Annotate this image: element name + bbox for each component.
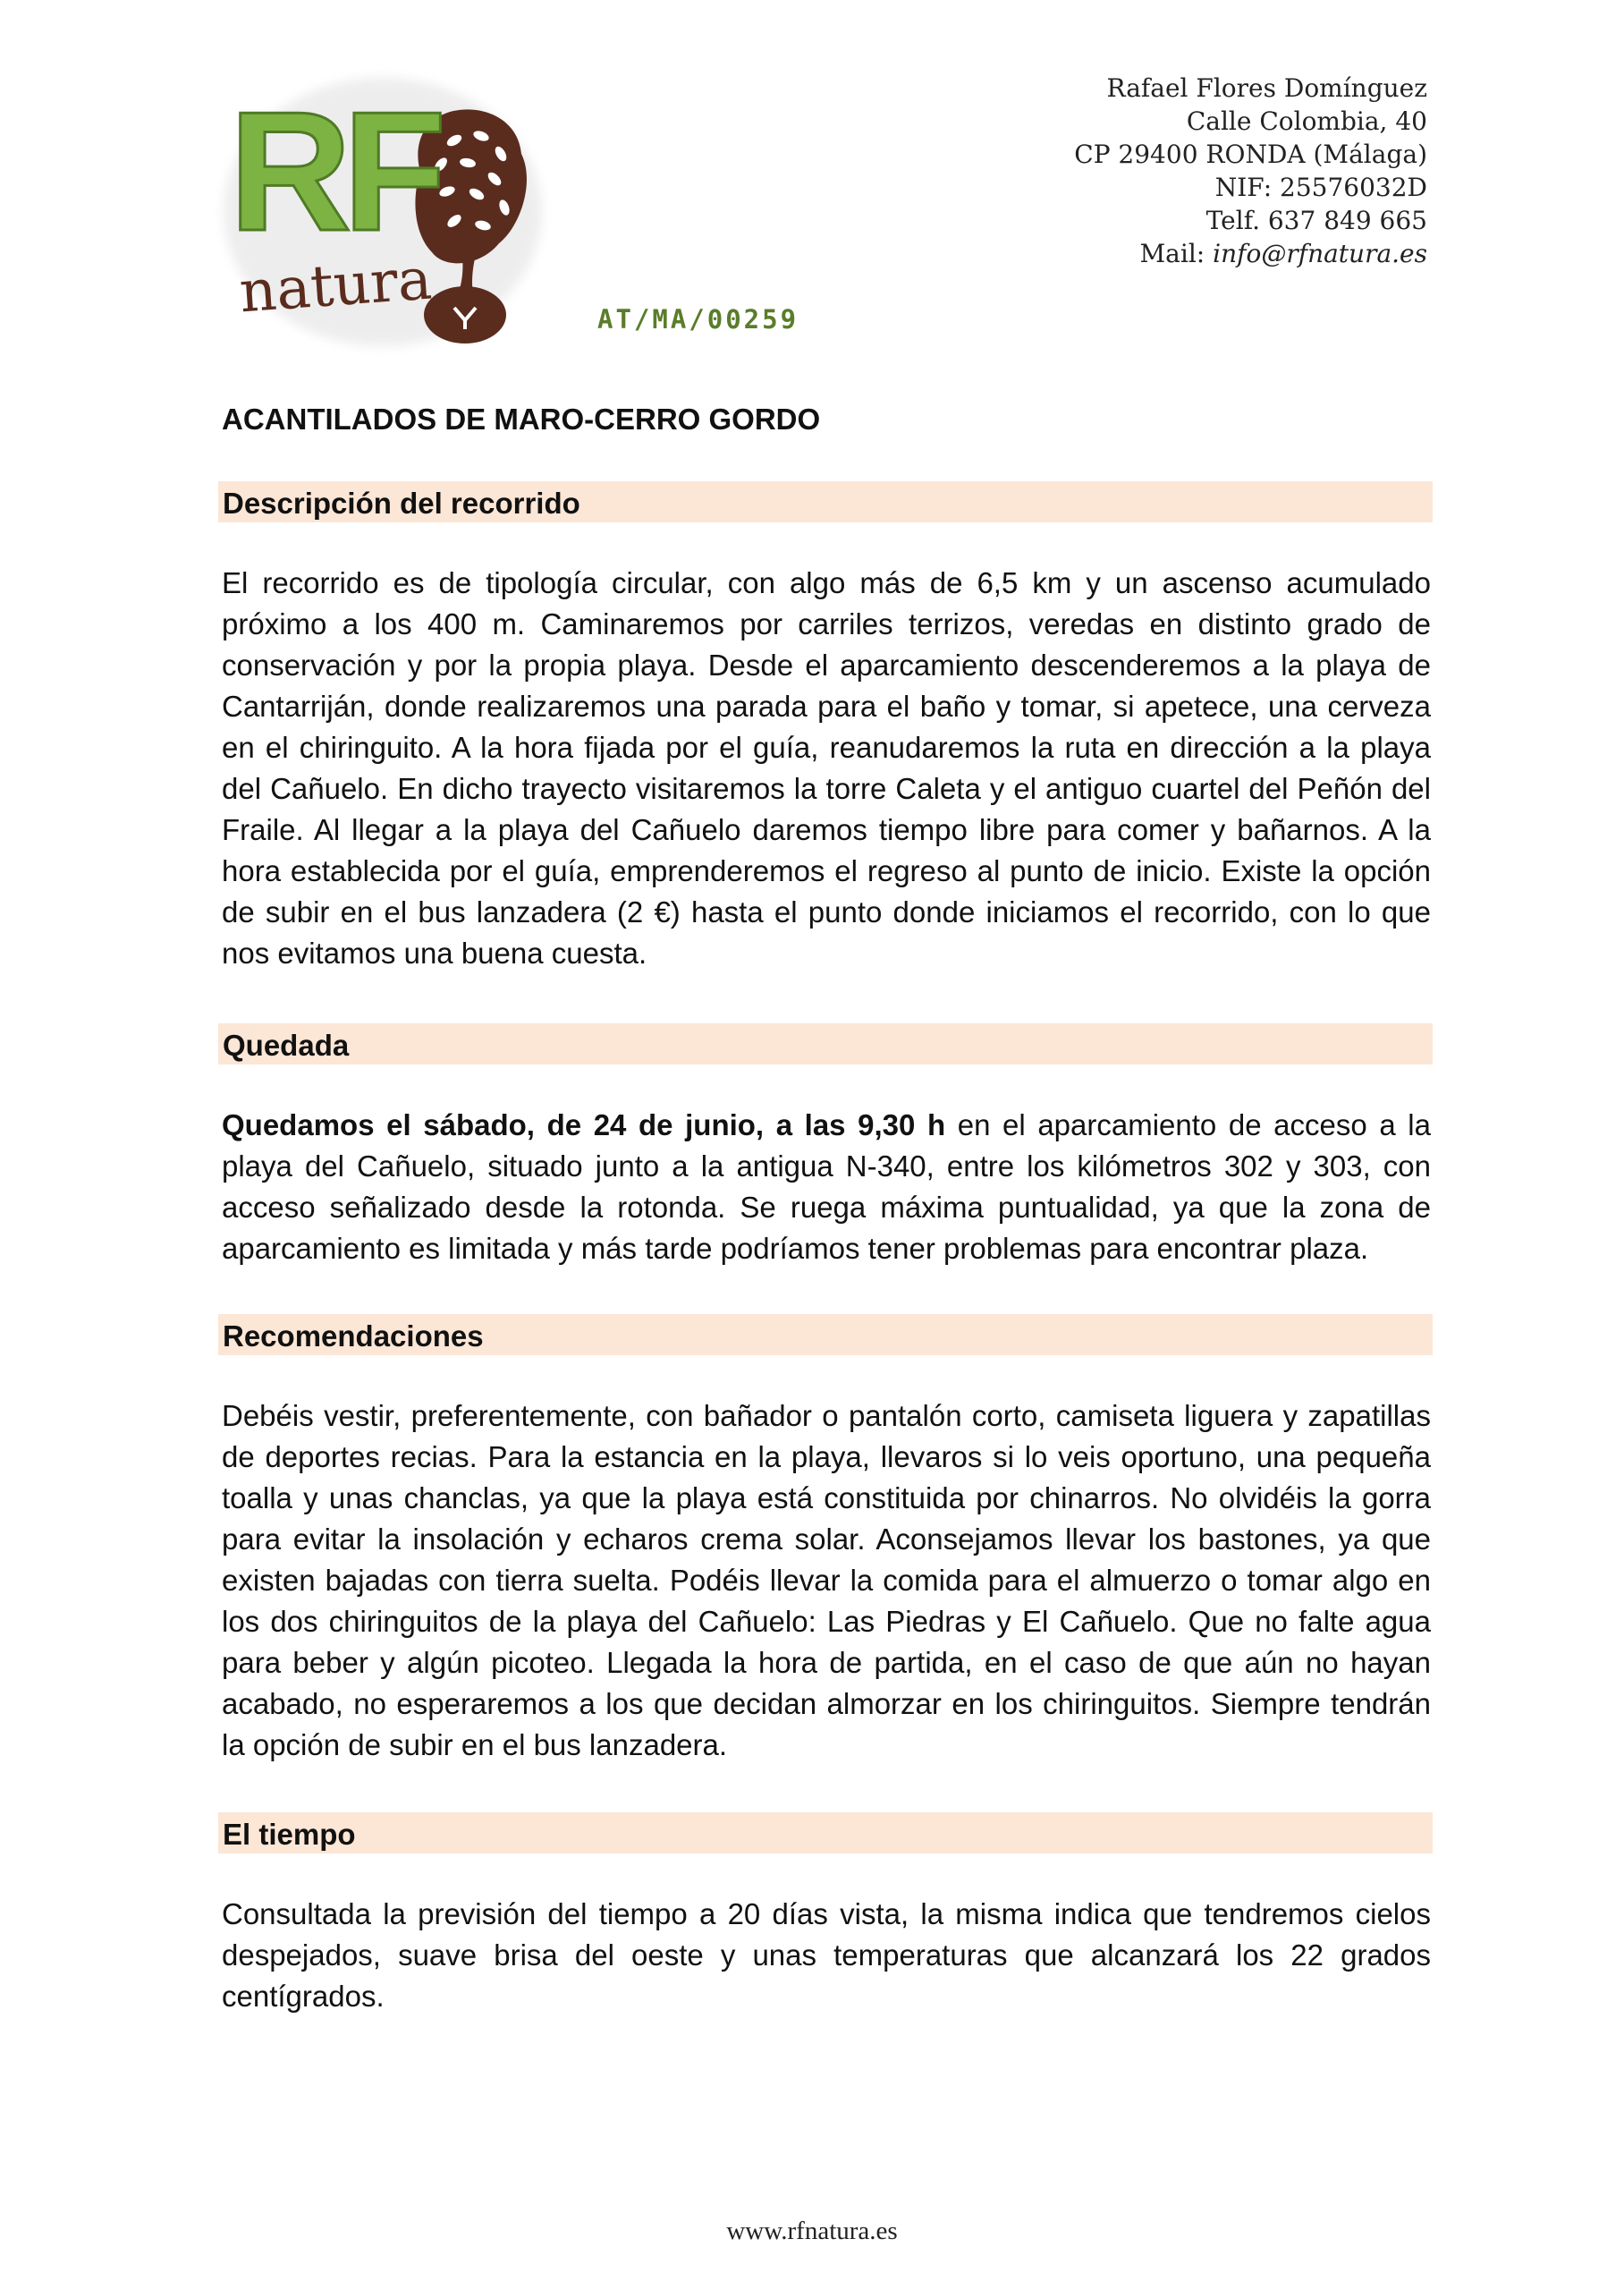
paragraph-recomendaciones: Debéis vestir, preferentemente, con bañador o pantalón corto, camiseta liguera y zapatillas de deportes recias. Para la estancia en la playa, llevaros si lo veis oportuno, una pequeña toalla y unas chanclas, ya que la playa está constituida por chinarros. No olvidéis la gorra para evitar la insolación y echaros crema solar. Aconsejamos llevar los bastones, ya que existen bajadas con tierra suelta. Podéis llevar la comida para el almuerzo o tomar algo en los dos chiringuitos de la playa del Cañuelo: Las Piedras y El Cañuelo. Que no falte agua para beber y algún picoteo. Llegada la hora de partida, en el caso de que aún no hayan acabado, no esperaremos a los que decidan almorzar en los chiringuitos. Siempre tendrán la opción de subir en el bus lanzadera.	[222, 1399, 1431, 1761]
section-header-descripcion	[218, 481, 1433, 522]
section-header-quedada	[218, 1023, 1433, 1064]
section-heading: Quedada	[223, 1029, 350, 1062]
meeting-details: en el aparcamiento de acceso a la playa del Cañuelo, situado junto a la antigua N-340, entre los kilómetros 302 y 303, con acceso señalizado desde la rotonda. Se ruega máxima puntualidad, ya que la zona de aparcamiento es limitada y más tarde podríamos tener problemas para encontrar plaza.	[222, 1108, 1431, 1265]
contact-mail	[1074, 237, 1427, 270]
svg-text:natura: natura	[237, 246, 435, 327]
rf-natura-logo	[213, 64, 553, 360]
paragraph-tiempo: Consultada la previsión del tiempo a 20 días vista, la misma indica que tendremos cielos despejados, suave brisa del oeste y unas temperaturas que alcanzará los 22 grados centígrados.	[222, 1897, 1431, 2013]
contact-mail-label: Mail:	[1139, 239, 1214, 268]
footer-website[interactable]: www.rfnatura.es	[726, 2217, 898, 2245]
paragraph-quedada	[222, 1105, 1431, 1269]
contact-city: CP 29400 RONDA (Málaga)	[1074, 140, 1427, 169]
section-header-recomendaciones	[218, 1314, 1433, 1355]
contact-block	[1074, 72, 1427, 270]
svg-text:RF: RF	[229, 77, 438, 267]
contact-street: Calle Colombia, 40	[1186, 106, 1427, 136]
contact-nif: NIF: 25576032D	[1214, 173, 1427, 202]
section-heading: Recomendaciones	[223, 1319, 484, 1353]
contact-mail-link[interactable]: info@rfnatura.es	[1213, 239, 1427, 268]
section-header-tiempo	[218, 1812, 1433, 1853]
section-heading: Descripción del recorrido	[223, 487, 580, 520]
section-heading: El tiempo	[223, 1818, 356, 1851]
contact-phone: Telf. 637 849 665	[1205, 206, 1427, 235]
document-title: ACANTILADOS DE MARO-CERRO GORDO	[222, 403, 821, 436]
paragraph-descripcion: El recorrido es de tipología circular, con algo más de 6,5 km y un ascenso acumulado próximo a los 400 m. Caminaremos por carriles terrizos, veredas en distinto grado de conservación y por la propia playa. Desde el aparcamiento descenderemos a la playa de Cantarriján, donde realizaremos una parada para el baño y tomar, si apetece, una cerveza en el chiringuito. A la hora fijada por el guía, reanudaremos la ruta en dirección a la playa del Cañuelo. En dicho trayecto visitaremos la torre Caleta y el antiguo cuartel del Peñón del Fraile. Al llegar a la playa del Cañuelo daremos tiempo libre para comer y bañarnos. A la hora establecida por el guía, emprenderemos el regreso al punto de inicio. Existe la opción de subir en el bus lanzadera (2 €) hasta el punto donde iniciamos el recorrido, con lo que nos evitamos una buena cuesta.	[222, 566, 1431, 970]
meeting-time: Quedamos el sábado, de 24 de junio, a las 9,30 h	[222, 1108, 946, 1141]
registration-code: AT/MA/00259	[597, 304, 799, 335]
tree-logo-icon	[213, 64, 553, 360]
contact-name: Rafael Flores Domínguez	[1106, 73, 1427, 103]
